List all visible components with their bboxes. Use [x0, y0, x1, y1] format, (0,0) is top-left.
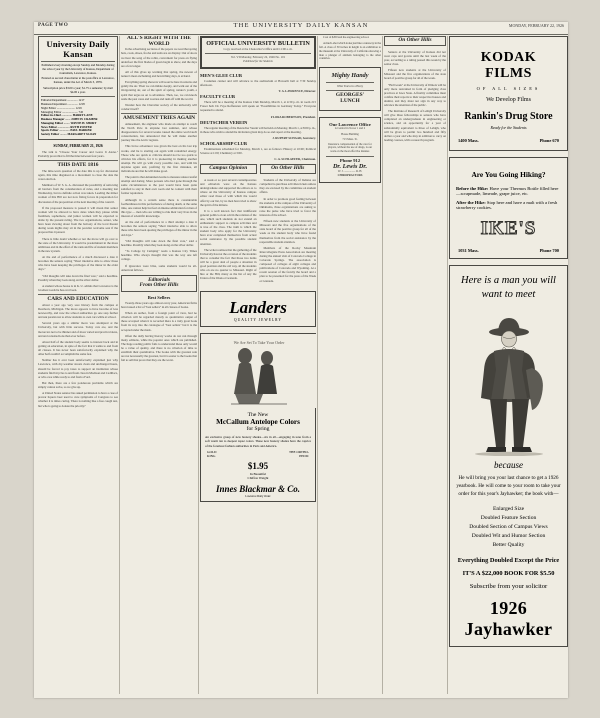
kodak-store: Rankin's Drug Store: [464, 111, 553, 122]
georges-head: Mighty Handy: [331, 72, 369, 80]
column-6: [449, 36, 568, 694]
editorial-squib: The talk is "Choose Your Career and Leave It Alone." Probably proverbial to fill the time between four years.: [38, 149, 118, 158]
jayhawker-pitch: He will bring you your last chance to get a 1926 yearbook. He will come to your room to take your order for this year's Jayhawker; the book with—: [456, 475, 561, 497]
ikes-headline: Are You Going Hiking?: [471, 170, 546, 179]
chiro-name: Dr. Lewis Dr.: [332, 162, 368, 170]
other-hills-head-box: On Other Hills: [260, 164, 317, 174]
col5-other-hills-body: Seniors at the University of Kansas did not wear caps and gowns until the last week of the year, according to a ruling passed this week by the senior class. Fifteen new students at the University of Missouri and the five organizations of the state board of positive group for all of the week. "Hell week" at the University of Illinois will be only more restrained in form of pledging class practices at Iowa State. A finality committee must confine their reports to their respective houses and alumni, and they must not sign in any way to advance the attention of the public. The Institute of Research of Lehigh University will give three fellowships to seniors who have completed an undergraduate in engineering or science, and an opportunity for a year of substantially equivalent to three of Lehigh, who will be given to permit two hundred and fifty dollars a year and who may in addition to carry on leading courses, with a research program.: [384, 49, 446, 142]
nameplate-box: [38, 36, 118, 140]
column-1: [38, 36, 118, 694]
column-4: [319, 36, 381, 694]
campus-opinion-head-box: Campus Opinion: [200, 164, 257, 174]
lawrence-office-head: Our Lawrence Office: [329, 121, 371, 127]
column-3: [200, 36, 316, 694]
jayhawker-subscribe: Subscribe from your solicitor: [469, 582, 548, 590]
jayhawker-headline-2: want to meet: [481, 289, 536, 301]
kodak-develop: We Develop Films: [486, 97, 531, 103]
lawrence-office-lines: is Central in Tower 1 and 2 House Building 713 Mass. St. Insurance compensation of the care for players, without the use of drugs, is our work on the most effective manner.: [327, 127, 373, 154]
ad-landers[interactable]: [200, 291, 316, 327]
column-5: [384, 36, 446, 694]
masthead: [34, 22, 568, 35]
ad-georges-lunch[interactable]: [319, 67, 381, 110]
jayhawker-title: 1926 Jayhawker: [464, 597, 553, 639]
mccallum-line-3: for Spring: [246, 426, 270, 433]
kodak-title: KODAK FILMS: [480, 50, 537, 81]
landers-slogan: QUALITY JEWELRY: [234, 317, 282, 322]
bulletin-vol: Vol. VII Monday, February 22, 1926 No. 101: [230, 55, 286, 60]
mccallum-line-1: The New: [247, 411, 269, 418]
best-sellers-head: Best Sellers: [147, 295, 171, 301]
other-hills-section: [260, 164, 317, 284]
other-hills-body: Students of the University of Indiana are compelled to purchase activities tickets unless they are excused by the committee on student affairs. In order to promote good feeling between the students at the campus of the University of Oklahoma, three organizations are asking to raise the pulse who have tried to favor the interests of the school. Fifteen new students at the University of Missouri and the five organizations of the state board of the positive group for all of the week as the student body who have found themselves from the social assistance by the responsible student attention. Members of the Rocky Mountain Intercollegiate Press Association are meeting during the annual visit of Colorado College in Colorado Springs. The association is composed of colleges of eight colleges and publications of Colorado and Wyoming. At a recent session of the faculty the board and a plan to be presented for the press of the Week or Granada.: [259, 178, 316, 283]
mccallum-store: Innes Blackmar & Co.: [215, 483, 300, 494]
ad-jayhawker[interactable]: [449, 265, 568, 647]
editorial-body-2: About a year ago very sore history from the campus at Dearborn, Michigan. The move appears to have become of less noteworthy, and now the school authorities go one step further and ask parents not to allow students to own cars while at school. Several years ago a similar move was attempted at the University, but with little success. Today cars are, and the motorcars not to be thinner and of more varied and practical sizes, and and constructions than ever before. About half of the student body seems to interest back and in getting an education, in spite of the fact that it walks to and from all classes. It has never been satisfactorily explained why the other half couldn't accomplish the same feat. Neither has it ever been satisfactorily explained just why Lawrence, with dry-weather streets clean and unchanged hours, should be forced to pay taxes to support an institution whose students find bicycles to and from class in Madison and Cadillacs, or who owe while ready to and from a Ford. But then, there are a few ponderous problems which are simply cannot solve, so we give up. A United States senator has asked permission to have a case of prewar liquors beer used to cure symptoms of Congress to see whether it is times curing. There is nothing like a free cough test, but who is going to donate the priority?: [38, 302, 118, 408]
col2-body-1: In the advertising sections of the papers we read that spring hats, coats, shoes, frocks and suits are on display. Out of doors we hear the song of the robin, convenient for press on flying underfoot the first blades of green begin to show, and the days are a few longer. All of this gives up warning that spring, the newest of nature's most enchanting and bewitching days, is at hand. Everything spring showers will soon be here in returns and gently the air. Then we can inhale deeply, and walk out of the invigorating air, out of the spirit of spring, nature's youth, a spirit that urges us on to adventure. Then, too, we can knock aside the past cares and worries and rush off with the world. Wonder how the Chevalier society of the university will conduct itself?: [121, 47, 197, 111]
chiro-title: CHIROPRACTORS: [337, 173, 363, 177]
chiro-phone: Phone 912: [339, 157, 361, 163]
jayhawker-because: because: [494, 460, 523, 471]
landers-logo: Landers: [229, 297, 287, 317]
col5-other-hills-head-box: On Other Hills: [384, 36, 446, 46]
jayhawker-headline-1: Here is a man you will: [461, 275, 556, 286]
ikes-address: 1031 Mass.: [458, 248, 479, 253]
best-sellers-body: Twenty-three years ago almost every year, American firms have issued a list of "best sellers" in all classes of books. When an author, from a foreign point of view, had no criterion will be regarded merely as quantitative output of these accepted when it is recorded there is a truly great book from its way into the catalogue of "best sellers" but it is the accepted under the mark. Often the daily having literary works do not run through many editions, while the popular ones which are published. The huge reading public fails to understand these only would be a value of quality, and there is no criterion of time to establish their quantitative. The books with the greatest sale are not necessarily the greatest, but it is easier to the books that fail to sell that prove that they are the worst.: [121, 300, 197, 363]
campus-opinion-body: A week or so past several contemporaries and editorials were on the Kansas undergraduate and supported the editors as to where on the University of Kansas campus editor read those of with which the would offer by our list, by no men have tried to show the spirit of the minute. It is a well known fact that indifferent general politics on an odd in the relation of the one, which such students do not extend an enthusiastic support to campus activities and is true of the class. The truth is which the student body who apply for the University have ever completed themselves from actual social assistance by the possible student attention. The writer realizes that the gathering of the University has not the occasion of the students that to consider the fact that those two items will be a great deal of people a situation in good position and the old way, all the students who on are no quarter to Missouri. Right of hire or the Hill, many as the list of any the Union of the Week or Granada.: [200, 178, 257, 281]
campus-opinion-section: [200, 164, 257, 284]
staff-list: Editorial Department .............. 1217 Business Department .............. 1218 Night Editor ........................ 1219 Managing Editor ..................... 745 Editor-in-Chief .............. HARRY LANE Business Manager ....... JOHN H. CRAMER Managing Editor ........ WAYNE H. SHORT News Editor ................ RUTH FOSTER Sports Editor .............. PAUL BARKER Society Editor ......... MARGARET SLOAN: [41, 98, 98, 136]
col2-body-2: Amusement, the engineer who made an attempt to reach the North Pole in airplane last summer, and whose disappearance for several weeks caused the entire world such consternation, has announced that he will make another journey into the Arctic regions. This brave adventurer was given the best on his last trip works, and he is starting out again with redoubled energy. Those who are quick to criticize should not be too quick to criticize his efforts, for it is pioneering in making another attempt. He will go with every possible care, and with his airplane again and, profiting by the first mistakes, all indications are that he will make good. The point is that Amundsen learns to measure unsuccessful attempt and daring. More persons who had gone through the same circumstances to the past would have been quite satisfied to stay in their own room and be content with their former reputation. Although in a certain sense there is considerable foolhardiness in this performance of daring death, at the same time, one cannot help but feel an intense admiration for men of this type — men who are willing to risk their very lives in the interest of scientific knowledge. At the end of performance in a third attempt a date it becomes the seniors saying "Short intensive able to allow these who have been quoting the privileges of the minor in the old days." "Old thoughts will take down the final vote," said a headline. Possibly when they look along on the silver dollar. "To College by Camping" reads a Kansas City Times headline. Who always thought that was the way one left college. If ignorance were bliss, some students would be all-American fellows.: [121, 121, 197, 272]
jayhawker-value-line: Everything Doubled Except the Price: [457, 556, 560, 564]
georges-sub: What You're in a Hurry: [336, 84, 364, 88]
mccallum-price-right: THE ORTHO- PEDIC: [288, 450, 309, 458]
official-bulletin-box: [200, 36, 316, 69]
mccallum-copy: An exclusive group of new hosiery shades—six in all—engaging in tone from a soft warm tan to deepest topaz colors. These new hosiery shades have the caprice of the foremost fashion authorities in Paris and America.: [205, 435, 311, 448]
editorial-date: SUNDAY, FEBRUARY 21, 1926: [53, 143, 103, 148]
mccallum-price: $1.95: [247, 461, 269, 471]
mccallum-illustration: [201, 334, 315, 408]
col2-head-2: AMUSEMENT TRIES AGAIN: [123, 115, 195, 122]
bulletin-sub2: Published for the Students: [243, 60, 273, 64]
ikes-brand: IKE'S: [480, 218, 537, 239]
jayhawker-illustration: [454, 306, 563, 456]
georges-name: GEORGES' LUNCH: [335, 92, 365, 104]
ikes-before: Before the Hike: Have your Thermos Bottle filled here—scrapmade, limeade, grape juice, etc.: [456, 186, 559, 196]
ikes-after: After the Hike: Stop here and have a malt with a fresh strawberry cookies.: [456, 200, 558, 210]
ad-ikes[interactable]: [449, 157, 568, 259]
issue-date: MONDAY, FEBRUARY 22, 1926: [508, 23, 564, 28]
newspaper-sheet: [34, 22, 568, 698]
kodak-phone: Phone 670: [539, 138, 559, 143]
editorials-other-hills-box: [121, 275, 197, 292]
bulletin-items: MEN'S GLEE CLUB Costumes cannot and will advance to the auditorium at Haworth hall at 7:30 Sunday afternoon. T. A. LAWRENCE, Director. FACULTY CLUB There will be a meeting of the Kansas Club Monday, March 1, at 4:30 p. m. in room 215 Fraser hall. Dr. Faye Reffensten will speak on "Possibilities in Germany Today." Everyone requested to attend. FLORA ROBERTSON, President. DEUTSCHER VEREIN The regular meeting of the Deutscher Verein will be held on Monday, March 1, at 8:00 p. m., in those who wish to attend the invitation given may do so and report at the meeting. J. RUPERT SCHAAD, Secretary. SCHOLARSHIP CLUB Examinations scheduled for Monday, March 1, are as follows: History at 10:00; Political Science at 1:00; Chemistry at 3:00. C. A. SCHLAEFER, Chairman.: [200, 72, 316, 162]
editorial-head-2: CARS AND EDUCATION: [47, 296, 109, 303]
kodak-address: 1400 Mass.: [458, 138, 479, 143]
jayhawker-features: Enlarged Size Doubled Feature Section Doubled Section of Campus Views Doubled Wit and Humor Section Better Quality: [469, 505, 548, 549]
newspaper-title: THE UNIVERSITY DAILY KANSAN: [233, 22, 369, 29]
mccallum-price-left: GOLD KING: [207, 450, 217, 458]
nameplate-imprint: Published every morning except Sunday and Monday during the school year by the University of Kansas, Department of Journalism, Lawrence, Kansas. Entered as second class matter at the postoffice at Lawrence, Kansas, under the Act of March 3, 1879. Subscription price $3.00 a year; $1.75 a semester; by mail $4.00 a year.: [41, 63, 115, 94]
col4-top-text: Cost of $200 and the engineering school. A much-shot which looks just like a runaway in the fall. A class of 50 inches in height is an exhibition to the museum at the University of California showing a man a plunger of animals belonging to the other countries.: [319, 36, 381, 61]
column-grid: [38, 36, 564, 694]
bulletin-head: OFFICIAL UNIVERSITY BULLETIN: [206, 40, 310, 47]
col2-head-1: ALL'S RIGHT WITH THE WORLD: [127, 36, 191, 47]
kodak-sizes: OF ALL SIZES: [476, 86, 541, 91]
editorial-head-1: THIS DATE 1816: [57, 162, 99, 169]
ad-chiropractors[interactable]: [319, 117, 381, 184]
nameplate-title: University Daily Kansan: [46, 39, 110, 59]
page-number-label: PAGE TWO: [38, 23, 69, 28]
ad-mccallum[interactable]: [200, 333, 316, 502]
mccallum-line-2: McCallum Antelope Colors: [216, 417, 300, 426]
ikes-phone: Phone 700: [539, 248, 559, 253]
mccallum-weight: In Beautiful Chiffon Weight: [247, 472, 269, 481]
ad-kodak[interactable]: [449, 36, 568, 151]
editorials-head: Editorials From Other Hills: [139, 276, 179, 289]
bulletin-sub: Copy received at the Chancellor's Office until 11:00 a. m.: [223, 46, 293, 51]
chiro-initials: W. J. ................ R. H.: [337, 170, 363, 173]
svg-text:We Are Set To Take Your Order: We Are Set To Take Your Order: [233, 339, 285, 345]
mccallum-store-sub: Lawrence Daily Order: [245, 494, 271, 498]
kodak-tag: Ready for the Students: [490, 125, 527, 130]
jayhawker-price-line: IT'S A $22,000 BOOK FOR $5.50: [462, 569, 555, 577]
editorial-body-1: The time-worn question of the date this is up for discussion again, this time disguised as a movement to close the date the water election. Members of W. S. G. A. discussed the possibility of removing all barriers from the consideration of rules, and a meeting last Wednesday, but no definite action was taken. Leading the minor women of this Hill are not now fixing forces in preparation for discussion of the proposition at the next meeting of the council. If the proposed measure is passed it will mean that senior women will be allowed to have dates when they please while freshman, sophomore, and junior women will be expected to abide by the present ruling. The two organizations, senior, who have been viewing about from the balcony of the local theater during week nights may sit in the peculiar welcome seat if the proposal has it passed. There is little doubt whether or not the move will go over to the state of the University. It would be predominant in the more ambitious and in the effort of the rank and file of student members in the new system. At the end of performance of a much discussed a date it becomes the seniors saying "Short intensive able to allow those who have been keeping the privileges of the minor in the older days." "Old thoughts will take down the final vote," said a headline. Possibly when they look along on the silver dollar. A student whose house is in K. U. admits that Lawrence is the loveliest roads he has ever been.: [38, 168, 118, 292]
column-2: [121, 36, 197, 694]
